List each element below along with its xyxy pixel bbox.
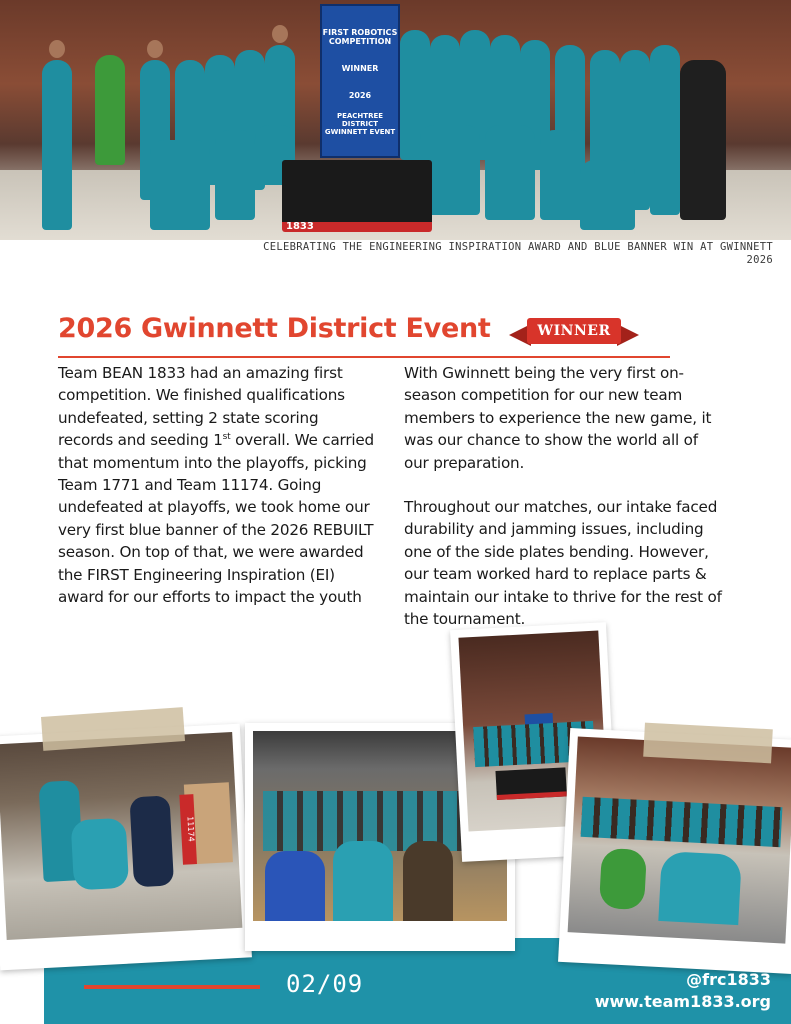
right-column	[404, 362, 722, 630]
page-number: 02/09	[286, 970, 364, 998]
title-divider	[58, 356, 670, 358]
left-column	[58, 362, 376, 608]
hero-person	[540, 130, 585, 220]
stands-person	[333, 841, 393, 921]
hero-person	[42, 60, 72, 230]
footer-contact	[595, 969, 771, 1013]
right-paragraph-1: With Gwinnett being the very first on-season competition for our new team members to experience the new game, it was our chance to show the world all of our preparation.	[404, 364, 712, 472]
robot-number: 1833	[286, 221, 314, 232]
tape	[643, 723, 773, 764]
photo-pit	[0, 724, 252, 971]
photo-pit-image	[0, 732, 242, 940]
hero-person	[580, 160, 635, 230]
left-paragraph	[58, 362, 376, 608]
article-title: 2026 Gwinnett District Event	[58, 313, 491, 344]
pit-person	[71, 818, 130, 891]
hero-photo	[0, 0, 791, 240]
robot	[282, 160, 432, 232]
banner-winner: WINNER	[341, 64, 379, 73]
hero-person-mascot	[95, 55, 125, 165]
hero-person	[485, 125, 535, 220]
ribbon-label: WINNER	[527, 318, 621, 344]
left-superscript: st	[222, 432, 231, 443]
hero-person	[215, 130, 255, 220]
website-link[interactable]: www.team1833.org	[594, 992, 771, 1011]
stands-person	[265, 851, 325, 921]
footer-accent-line	[84, 985, 260, 989]
hero-person-mentor	[680, 60, 726, 220]
banner-title: FIRST ROBOTICS COMPETITION	[322, 28, 398, 46]
venue-team	[581, 797, 783, 847]
venue-mascot	[599, 848, 647, 910]
left-text-part2: overall. We carried that momentum into the playoffs, picking Team 1771 and Team 11174. Going undefeated at playoffs, we took home our very first blue banner of the 2026 REBUILT season. On top of that, we were awarded the FIRST Engineering Inspiration (EI) award for our efforts to impact the youth	[58, 431, 374, 607]
social-handle[interactable]: @frc1833	[686, 970, 771, 989]
banner-event: PEACHTREE DISTRICT GWINNETT EVENT	[324, 112, 396, 136]
venue-person	[658, 851, 742, 925]
hero-person	[150, 140, 210, 230]
left-text-part1: Team BEAN 1833 had an amazing first competition. We finished qualifications undefeated, setting 2 state scoring records and seeding 1	[58, 364, 345, 450]
hero-person	[650, 45, 680, 215]
pit-person	[129, 795, 174, 887]
right-paragraph-2: Throughout our matches, our intake faced durability and jamming issues, including one of the side plates bending. However, our team worked hard to replace parts & maintain our intake to thrive for the rest of the tournament.	[404, 498, 722, 629]
photo-venue	[558, 728, 791, 974]
winner-ribbon	[509, 314, 639, 354]
winner-banner	[320, 4, 400, 158]
stands-person	[403, 841, 453, 921]
mini-robot	[495, 767, 566, 800]
photo-caption: CELEBRATING THE ENGINEERING INSPIRATION AWARD AND BLUE BANNER WIN AT GWINNETT 2026	[263, 241, 773, 266]
hero-person-head	[272, 25, 288, 43]
hero-person-head	[49, 40, 65, 58]
photo-venue-image	[568, 736, 791, 943]
pit-sign: 11174	[179, 794, 197, 865]
banner-year: 2026	[348, 91, 372, 100]
hero-person-head	[147, 40, 163, 58]
